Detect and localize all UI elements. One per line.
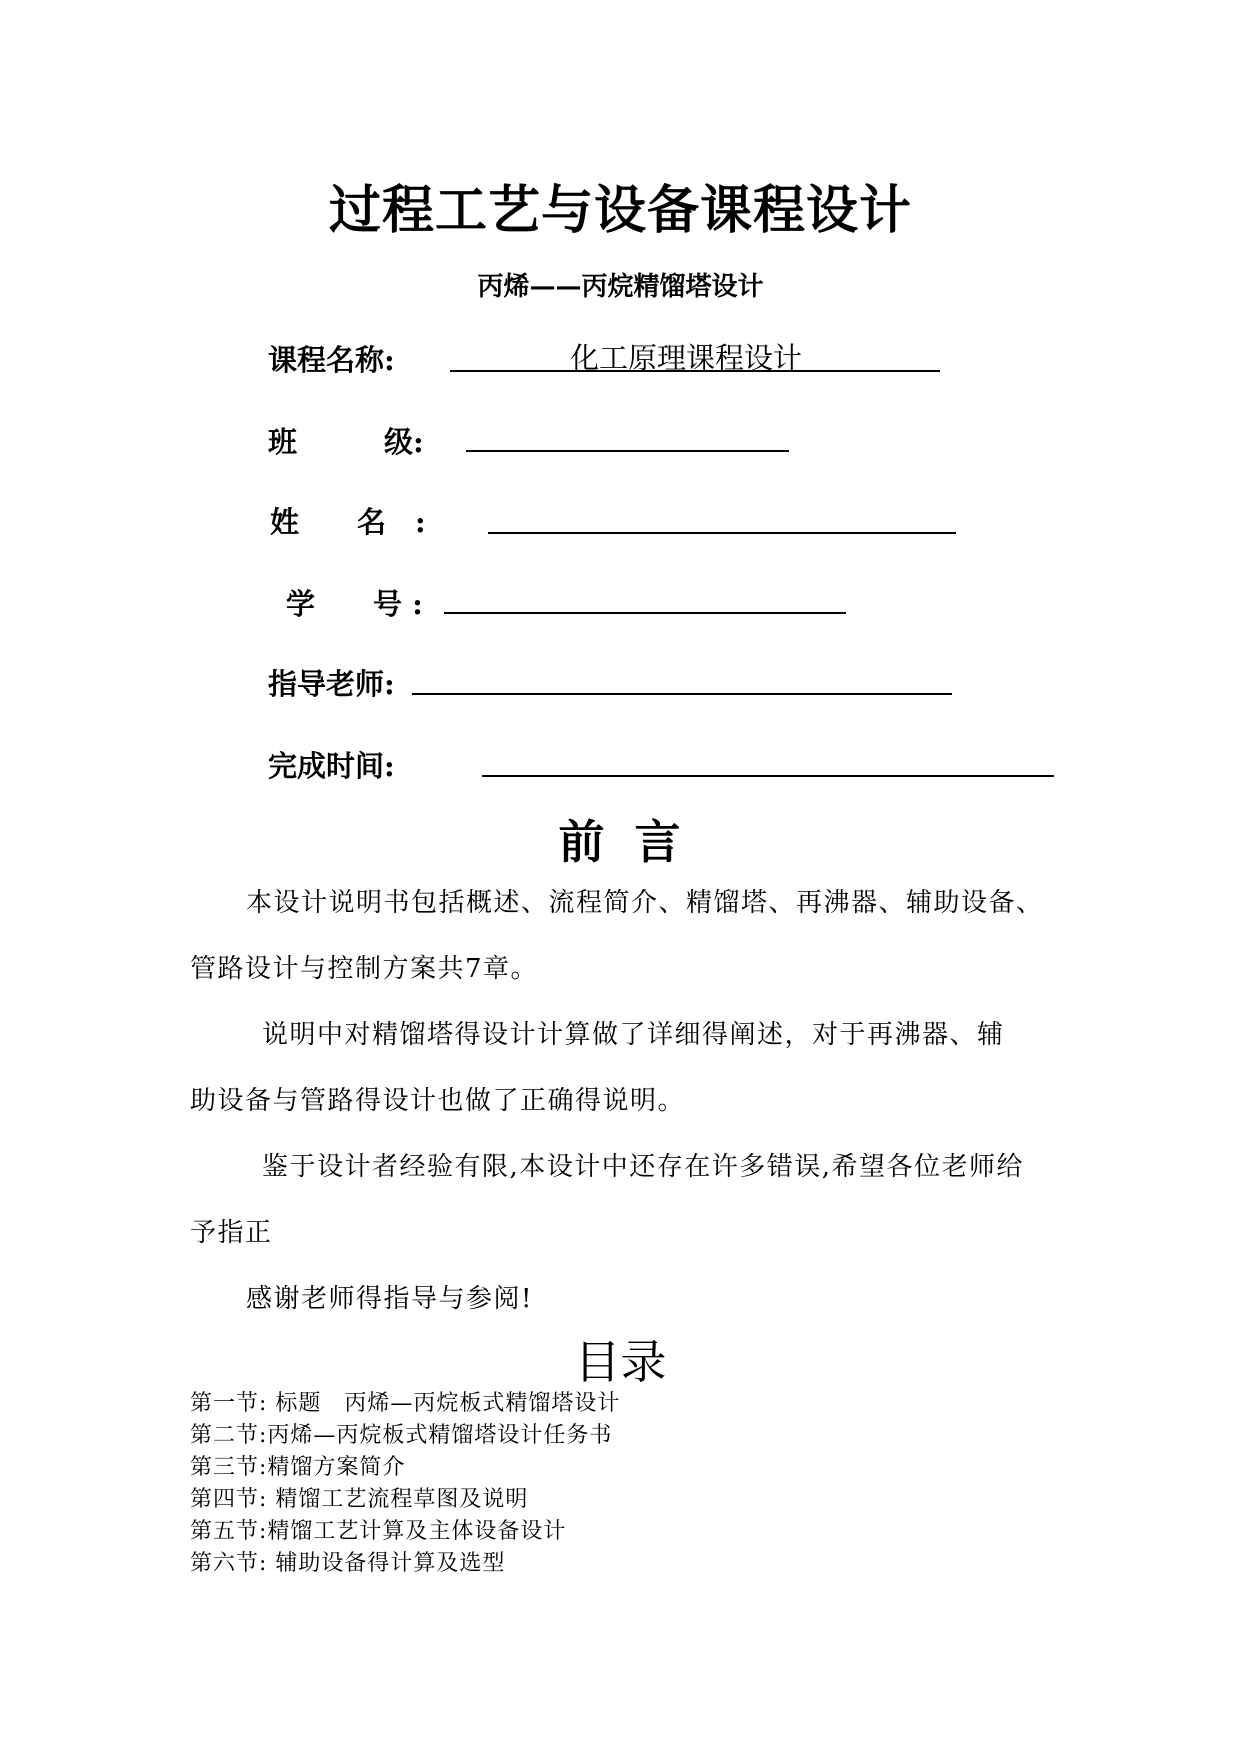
preface-paragraph: 予指正 — [190, 1218, 273, 1248]
preface-paragraph: 助设备与管路得设计也做了正确得说明。 — [190, 1086, 686, 1116]
document-subtitle: 丙烯——丙烷精馏塔设计 — [477, 272, 764, 302]
student-id-line — [444, 612, 846, 614]
completion-time-label: 完成时间: — [268, 749, 395, 783]
preface-heading: 前言 — [558, 815, 711, 869]
preface-paragraph: 感谢老师得指导与参阅! — [246, 1284, 533, 1314]
document-title: 过程工艺与设备课程设计 — [328, 180, 912, 241]
course-name-value: 化工原理课程设计 — [570, 341, 803, 375]
name-line — [488, 532, 956, 534]
class-line — [466, 450, 789, 452]
toc-item: 第四节: 精馏工艺流程草图及说明 — [190, 1487, 529, 1512]
toc-item: 第二节:丙烯—丙烷板式精馏塔设计任务书 — [190, 1423, 613, 1448]
toc-heading: 目录 — [574, 1335, 667, 1389]
toc-item: 第一节: 标题 丙烯—丙烷板式精馏塔设计 — [190, 1391, 621, 1416]
course-name-label: 课程名称: — [268, 343, 395, 377]
preface-paragraph: 鉴于设计者经验有限,本设计中还存在许多错误,希望各位老师给 — [262, 1152, 1025, 1182]
preface-paragraph: 本设计说明书包括概述、流程简介、精馏塔、再沸器、辅助设备、 — [246, 888, 1044, 918]
completion-time-line — [482, 775, 1054, 777]
advisor-label: 指导老师: — [268, 667, 395, 701]
student-id-label: 学 号 : — [286, 587, 423, 621]
class-label: 班 级: — [268, 425, 424, 459]
preface-paragraph: 说明中对精馏塔得设计计算做了详细得阐述，对于再沸器、辅 — [262, 1020, 1005, 1050]
toc-item: 第三节:精馏方案简介 — [190, 1455, 406, 1480]
toc-item: 第六节: 辅助设备得计算及选型 — [190, 1551, 506, 1576]
name-label: 姓 名 : — [270, 505, 426, 539]
preface-paragraph: 管路设计与控制方案共7章。 — [190, 954, 539, 984]
toc-item: 第五节:精馏工艺计算及主体设备设计 — [190, 1519, 567, 1544]
advisor-line — [412, 693, 952, 695]
